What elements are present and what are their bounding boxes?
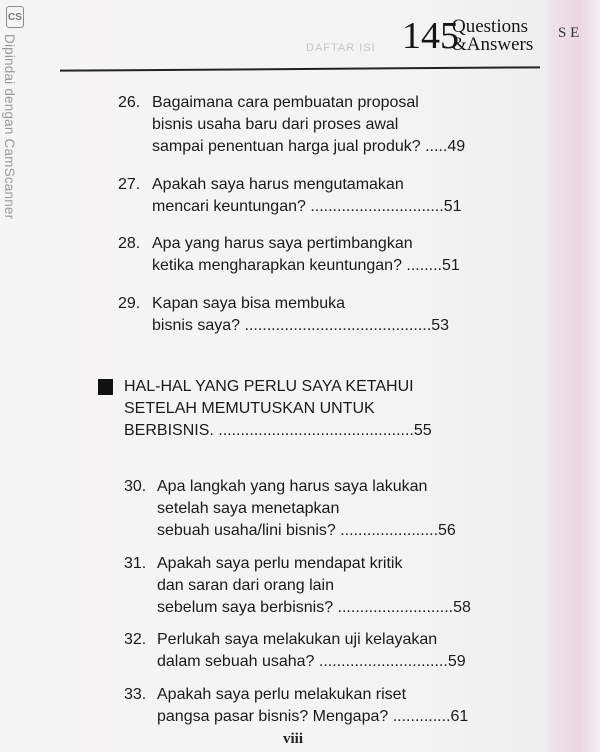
section-line: SETELAH MEMUTUSKAN UNTUK: [124, 400, 375, 417]
facing-page-fragment: S E: [558, 25, 580, 41]
entry-line: sampai penentuan harga jual produk? .....49: [152, 138, 466, 155]
entry-line: mencari keuntungan? ..............................51: [152, 198, 462, 215]
book-number: 145: [402, 15, 459, 57]
entry-line: sebelum saya berbisnis? ..........................58: [157, 599, 471, 616]
entry-line: Apakah saya perlu melakukan riset: [157, 686, 407, 703]
entry-line: Apa yang harus saya pertimbangkan: [152, 235, 413, 252]
entry-line: ketika mengharapkan keuntungan? ........51: [152, 257, 460, 274]
entry-number: 26.: [118, 94, 141, 111]
entry-line: bisnis saya? ..........................................53: [152, 317, 449, 334]
section-line: BERBISNIS. ............................................55: [124, 422, 432, 439]
page-number: viii: [283, 731, 304, 747]
book-title-line1: Questions: [452, 16, 528, 37]
section-bullet-icon: [98, 379, 113, 395]
entry-number: 27.: [118, 176, 141, 193]
entry-line: Kapan saya bisa membuka: [152, 295, 345, 312]
entry-line: bisnis usaha baru dari proses awal: [152, 116, 399, 133]
bleed-through-label: DAFTAR ISI: [306, 42, 376, 54]
camscanner-logo-icon: CS: [6, 6, 24, 28]
entry-line: Apakah saya harus mengutamakan: [152, 176, 404, 193]
entry-line: pangsa pasar bisnis? Mengapa? .............61: [157, 708, 469, 725]
entry-line: sebuah usaha/lini bisnis? ......................56: [157, 522, 456, 539]
entry-number: 32.: [124, 631, 147, 648]
entry-line: dalam sebuah usaha? .............................59: [157, 653, 466, 670]
book-title-line2: &Answers: [452, 34, 534, 55]
section-line: HAL-HAL YANG PERLU SAYA KETAHUI: [124, 378, 414, 395]
entry-number: 30.: [124, 478, 147, 495]
entry-number: 33.: [124, 686, 147, 703]
entry-number: 31.: [124, 555, 147, 572]
entry-line: setelah saya menetapkan: [157, 500, 340, 517]
entry-number: 28.: [118, 235, 141, 252]
entry-line: Perlukah saya melakukan uji kelayakan: [157, 631, 438, 648]
watermark-text: Dipindai dengan CamScanner: [2, 34, 17, 220]
entry-line: Bagaimana cara pembuatan proposal: [152, 94, 419, 111]
entry-number: 29.: [118, 295, 141, 312]
entry-line: Apa langkah yang harus saya lakukan: [157, 478, 428, 495]
entry-line: Apakah saya perlu mendapat kritik: [157, 555, 403, 572]
entry-line: dan saran dari orang lain: [157, 577, 335, 594]
